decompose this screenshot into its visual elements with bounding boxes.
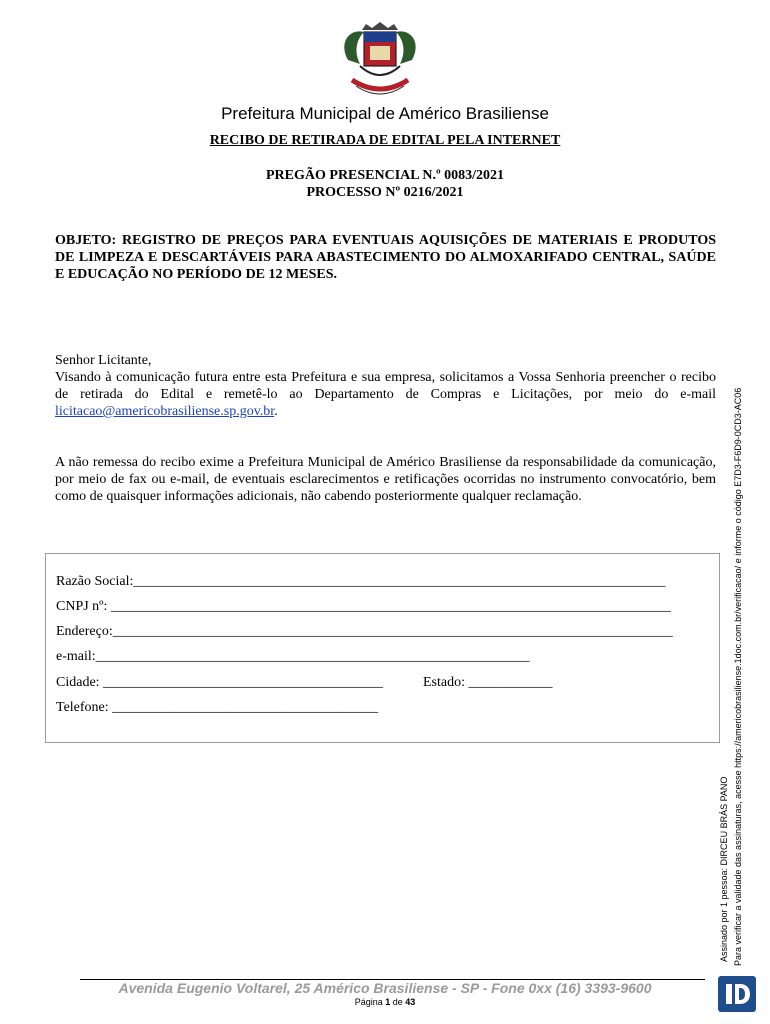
- document-title: RECIBO DE RETIRADA DE EDITAL PELA INTERNET: [209, 133, 561, 148]
- estado-field[interactable]: Estado: ____________: [423, 675, 553, 690]
- page-mid: de: [390, 997, 406, 1007]
- paragraph-2: A não remessa do recibo exime a Prefeitura Municipal de Américo Brasiliense da responsabilidade da comunicação, por meio de fax ou e-mail, de eventuais esclarecimentos e retificações ocorridas no instrumento convocatório, bem como de quaisquer informações adicionais, não cabendo posteriormente qualquer reclamação.: [55, 455, 716, 504]
- cnpj-field[interactable]: CNPJ nº: ________________________________________________________________________________: [56, 599, 671, 614]
- page-prefix: Página: [354, 997, 386, 1007]
- pregao-number: PREGÃO PRESENCIAL N.º 0083/2021: [266, 168, 504, 183]
- paragraph-1: [55, 369, 716, 420]
- objeto-paragraph: [55, 232, 716, 283]
- body-section: [55, 352, 716, 420]
- footer-address: Avenida Eugenio Voltarel, 25 Américo Brasiliense - SP - Fone 0xx (16) 3393-9600: [118, 980, 652, 996]
- process-info: [0, 167, 770, 201]
- razao-social-field[interactable]: Razão Social:____________________________________________________________________________: [56, 574, 666, 589]
- cidade-field[interactable]: Cidade: ________________________________________: [56, 675, 384, 690]
- paragraph-1-end: .: [274, 404, 278, 419]
- objeto-label: OBJETO:: [55, 233, 117, 248]
- verification-notice: Para verificar a validade das assinaturas, acesse https://americobrasiliense.1doc.com.br/verificacao/ e informe o código E7D3-F6D9-0CD3-AC06: [733, 387, 743, 966]
- endereco-field[interactable]: Endereço:________________________________________________________________________________: [56, 624, 673, 639]
- processo-number: PROCESSO Nº 0216/2021: [306, 185, 464, 200]
- email-field[interactable]: e-mail:______________________________________________________________: [56, 649, 530, 664]
- telefone-field[interactable]: Telefone: ______________________________________: [56, 700, 379, 715]
- receipt-form-box: [45, 553, 720, 743]
- email-link[interactable]: licitacao@americobrasiliense.sp.gov.br: [55, 404, 275, 419]
- page-number: [0, 997, 770, 1007]
- 1doc-logo-icon: [718, 976, 756, 1012]
- page-total: 43: [405, 997, 416, 1007]
- organization-name: Prefeitura Municipal de Américo Brasiliense: [221, 104, 549, 123]
- greeting: Senhor Licitante,: [55, 353, 152, 368]
- signature-notice: Assinado por 1 pessoa: DIRCEU BRÁS PANO: [719, 776, 729, 962]
- objeto-text: REGISTRO DE PREÇOS PARA EVENTUAIS AQUISIÇÕES DE MATERIAIS E PRODUTOS DE LIMPEZA E DESCARTÁVEIS PARA ABASTECIMENTO DO ALMOXARIFADO CENTRAL, SAÚDE E EDUCAÇÃO NO PERÍODO DE 12 MESES.: [55, 233, 717, 282]
- municipal-crest: [330, 22, 430, 104]
- paragraph-1-text: Visando à comunicação futura entre esta Prefeitura e sua empresa, solicitamos a Vossa Senhoria preencher o recibo de retirada do Edital e remetê-lo ao Departamento de Compras e Licitações, por meio do e-mail: [55, 370, 716, 402]
- page-current: 1: [385, 997, 391, 1007]
